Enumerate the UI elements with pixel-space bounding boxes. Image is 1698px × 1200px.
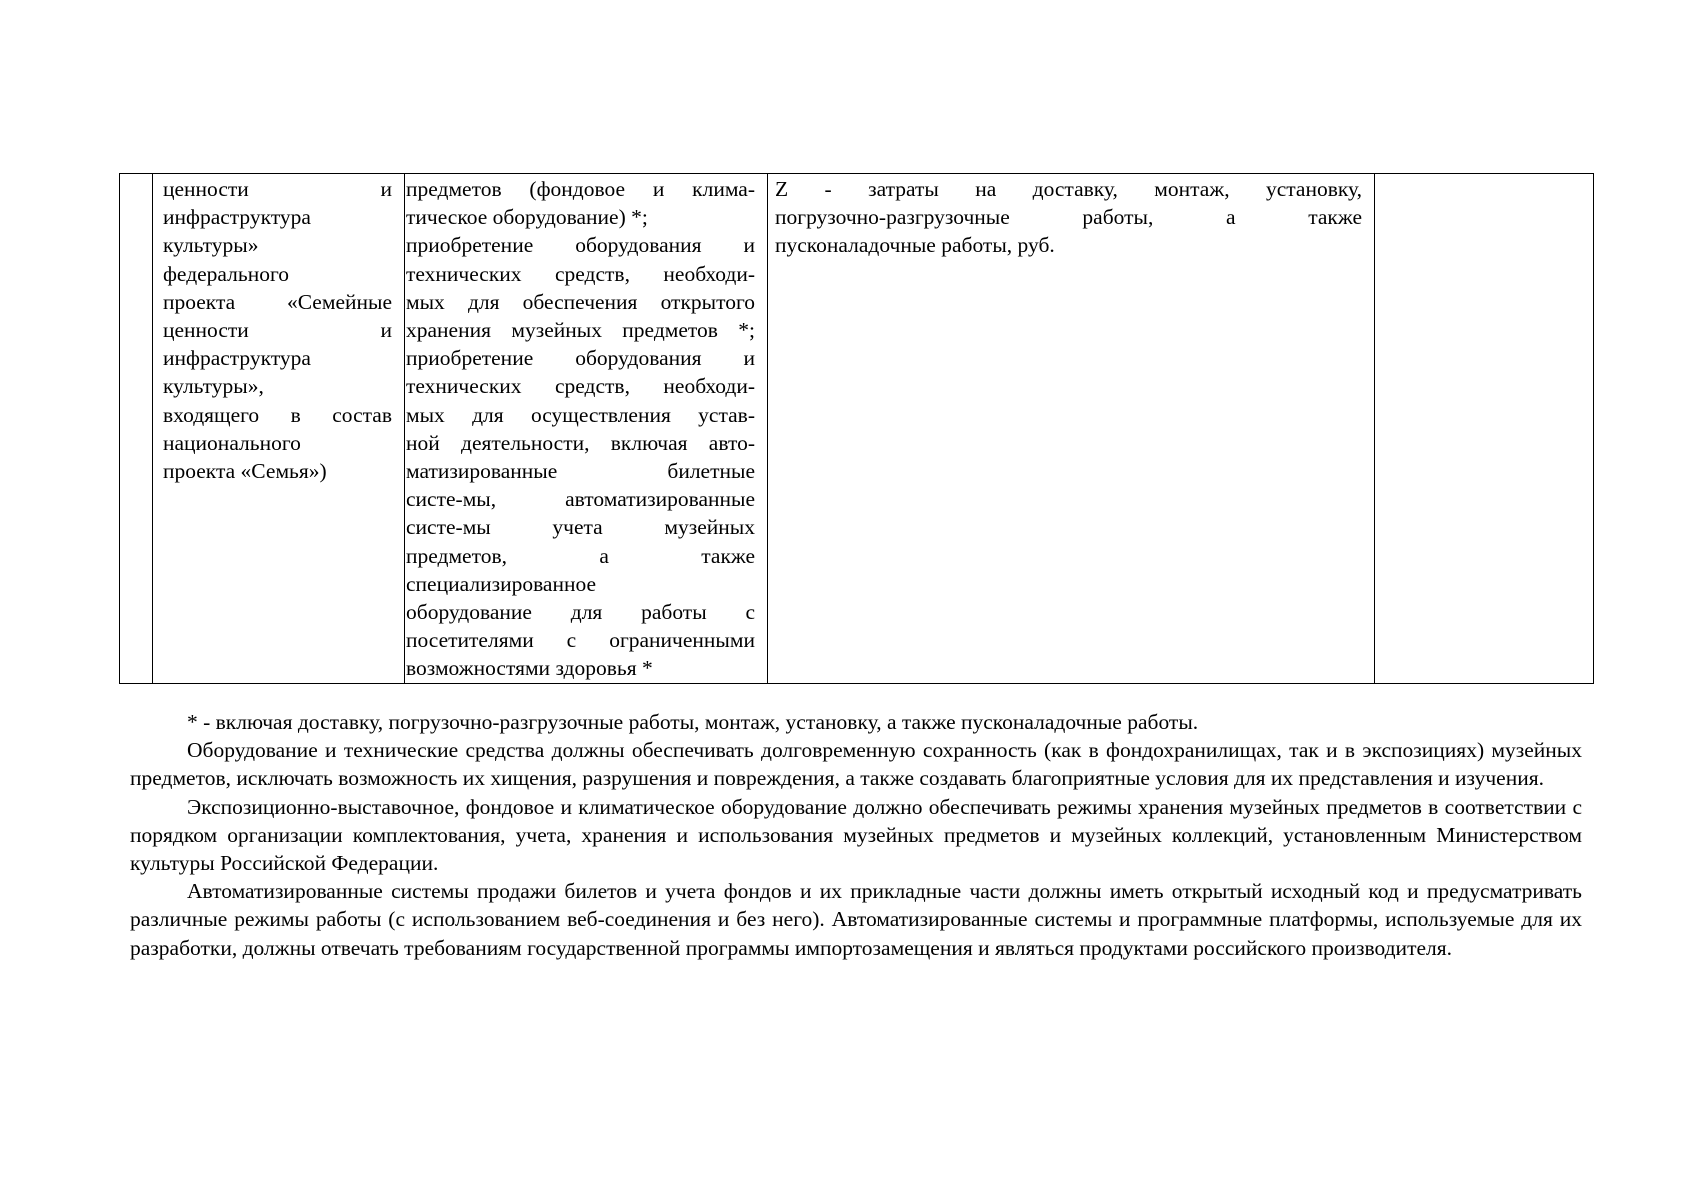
- notes-section: [130, 708, 1582, 962]
- expense-line: технических средств, необходи-: [406, 374, 755, 399]
- project-name-line: культуры»,: [163, 374, 264, 399]
- project-name-line: культуры»: [163, 233, 259, 258]
- expense-line: специализированное: [406, 571, 597, 596]
- requirements-paragraph: Оборудование и технические средства должны обеспечивать долговременную сохранность (как в фондохранилищах, так и в экспозициях) музейных предметов, исключать возможность их хищения, разрушения и повреждения, а также создавать благоприятные условия для их представления и изучения.: [130, 738, 1582, 791]
- footnote-paragraph: * - включая доставку, погрузочно-разгрузочные работы, монтаж, установку, а также пусконаладочные работы.: [187, 710, 1199, 734]
- formula-line: Z - затраты на доставку, монтаж, установку,: [775, 177, 1362, 201]
- expense-line: предметов, а также: [406, 543, 755, 568]
- expense-line: мых для обеспечения открытого: [406, 289, 755, 314]
- cell-empty-text: [1375, 174, 1593, 175]
- expense-line: мых для осуществления устав-: [406, 402, 755, 427]
- expense-line: оборудование для работы с: [406, 600, 755, 625]
- project-name-line: проекта «Семья»): [163, 459, 327, 484]
- expense-line: возможностями здоровья *: [406, 656, 653, 681]
- project-name-line: инфраструктура: [163, 205, 311, 230]
- project-name-line: ценности и: [163, 177, 392, 201]
- expense-line: приобретение оборудования и: [406, 233, 755, 258]
- cell-project-name: [153, 174, 405, 684]
- formula-line: погрузочно-разгрузочные работы, а также: [775, 205, 1362, 230]
- expense-line: предметов (фондовое и клима-: [406, 177, 755, 201]
- expense-line: систе-мы, автоматизированные: [406, 487, 755, 512]
- project-name-line: ценности и: [163, 318, 392, 343]
- cell-empty: [1375, 174, 1594, 684]
- requirements-paragraph: Автоматизированные системы продажи билетов и учета фондов и их прикладные части должны иметь открытый исходный код и предусматривать различные режимы работы (с использованием веб-соединения и без него). Автоматизированные системы и программные платформы, используемые для их разработки, должны отвечать требованиям государственной программы импортозамещения и являться продуктами российского производителя.: [130, 879, 1582, 960]
- project-name-line: федерального: [163, 261, 289, 286]
- expense-line: матизированные билетные: [406, 459, 755, 484]
- project-name-line: инфраструктура: [163, 346, 311, 371]
- expense-line: хранения музейных предметов *;: [406, 318, 755, 343]
- cell-formula-description: [768, 174, 1375, 684]
- table-row: [120, 174, 1594, 684]
- expense-line: систе-мы учета музейных: [406, 515, 755, 540]
- cell-number: [120, 174, 153, 684]
- requirements-paragraph: Экспозиционно-выставочное, фондовое и климатическое оборудование должно обеспечивать режимы хранения музейных предметов в соответствии с порядком организации комплектования, учета, хранения и использования музейных предметов и музейных коллекций, установленным Министерством культуры Российской Федерации.: [130, 794, 1582, 876]
- cell-expense-items: [405, 174, 768, 684]
- expense-line: посетителями с ограниченными: [406, 628, 755, 653]
- project-name-line: проекта «Семейные: [163, 289, 392, 314]
- requirements-table: [119, 173, 1594, 684]
- expense-line: ной деятельности, включая авто-: [406, 430, 755, 455]
- expense-line: технических средств, необходи-: [406, 261, 755, 286]
- project-name-line: национального: [163, 430, 301, 455]
- expense-line: тическое оборудование) *;: [406, 205, 648, 230]
- formula-line: пусконаладочные работы, руб.: [775, 233, 1055, 258]
- cell-number-text: [120, 174, 152, 175]
- expense-line: приобретение оборудования и: [406, 346, 755, 371]
- project-name-line: входящего в состав: [163, 402, 392, 427]
